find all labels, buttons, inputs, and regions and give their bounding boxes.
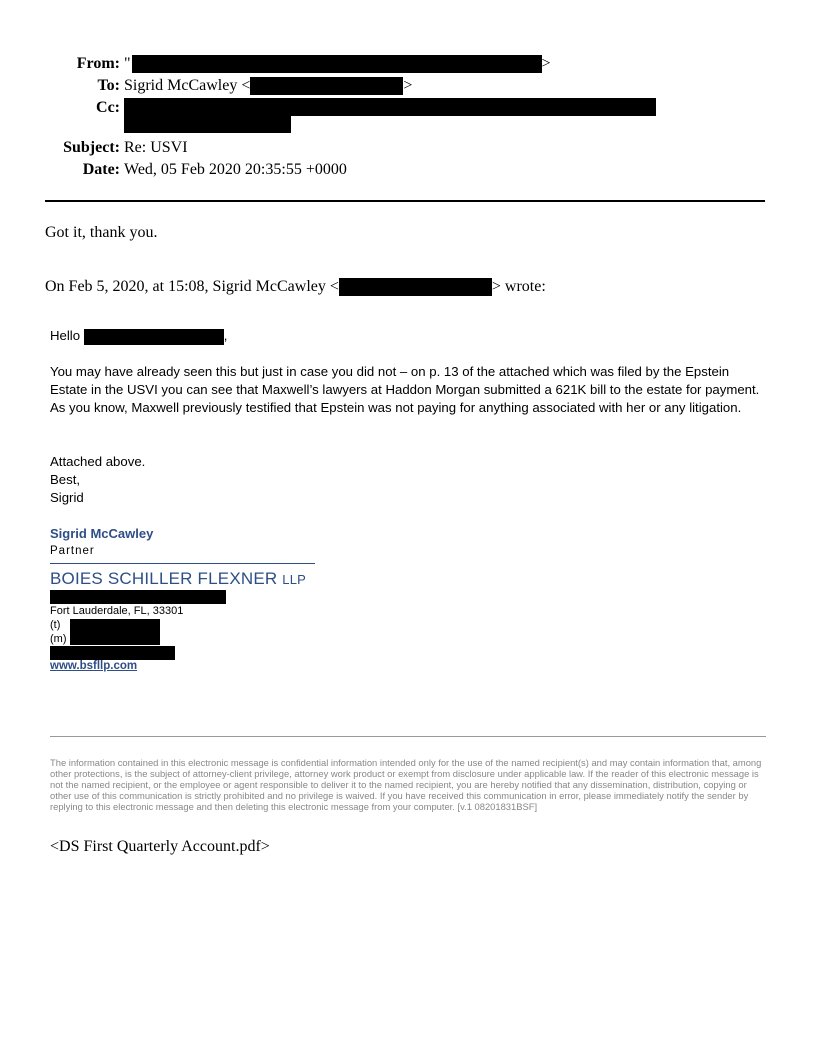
header-divider: [45, 200, 765, 202]
closing-line: Sigrid: [50, 490, 84, 505]
to-value: Sigrid McCawley < >: [124, 77, 413, 94]
signature-title: Partner: [50, 545, 95, 557]
email-redaction: [50, 646, 175, 660]
signature-phone: (t): [50, 618, 60, 632]
message-paragraph: You may have already seen this but just in case you did not – on p. 13 of the attached which was filed by the Epstein Estate in the USVI you can see that Maxwell’s lawyers at Haddon Morgan submitted a 621K bill to the estate for payment. As you know, Maxwell previously testified that Epstein was not paying for anything associated with her or any litigation.: [50, 364, 760, 415]
website-link[interactable]: www.bsfllp.com: [50, 660, 138, 672]
redaction-bar: [250, 77, 403, 95]
signature-divider: [50, 563, 315, 564]
message-closing: [50, 453, 770, 507]
firm-logo: BOIES SCHILLER FLEXNER LLP: [50, 569, 307, 588]
date-label: Date:: [82, 161, 120, 178]
attachment-name[interactable]: <DS First Quarterly Account.pdf>: [50, 838, 270, 855]
cc-redaction: [124, 98, 656, 116]
cc-redaction: [124, 116, 291, 133]
greeting: Hello ,: [50, 328, 228, 343]
signature-city: Fort Lauderdale, FL, 33301: [50, 605, 184, 617]
date-value: Wed, 05 Feb 2020 20:35:55 +0000: [124, 161, 347, 178]
closing-line: Attached above.: [50, 454, 146, 469]
legal-disclaimer: The information contained in this electronic message is confidential information intended only for the use of the named recipient(s) and may contain information that, among other protections, is the subject of attorney-client privilege, attorney work product or exempt from disclosure under applicable law. If the reader of this electronic message is not the named recipient, or the employee or agent responsible to deliver it to the named recipient, you are hereby notified that any dissemination, distribution, copying or other use of this communication is strictly prohibited and no privilege is waived. If you have received this communication in error, please immediately notify the sender by replying to this electronic message and then deleting this electronic message from your computer. [v.1 08201831BSF]: [50, 757, 762, 812]
redaction-bar: [84, 329, 224, 345]
redaction-bar: [339, 278, 492, 296]
subject-value: Re: USVI: [124, 139, 188, 156]
signature-mobile: (m): [50, 632, 67, 646]
subject-label: Subject:: [63, 139, 120, 156]
redaction-bar: [70, 632, 160, 645]
reply-text: Got it, thank you.: [45, 224, 158, 241]
redaction-bar: [132, 55, 542, 73]
redaction-bar: [70, 619, 160, 632]
cc-label: Cc:: [96, 99, 120, 116]
quote-attribution: On Feb 5, 2020, at 15:08, Sigrid McCawley < > wrote:: [45, 278, 546, 295]
signature-name: Sigrid McCawley: [50, 526, 154, 541]
address-redaction: [50, 590, 226, 604]
to-label: To:: [97, 77, 120, 94]
from-label: From:: [76, 55, 120, 72]
from-value: " >: [124, 55, 551, 72]
closing-line: Best,: [50, 472, 81, 487]
disclaimer-divider: [50, 736, 766, 737]
